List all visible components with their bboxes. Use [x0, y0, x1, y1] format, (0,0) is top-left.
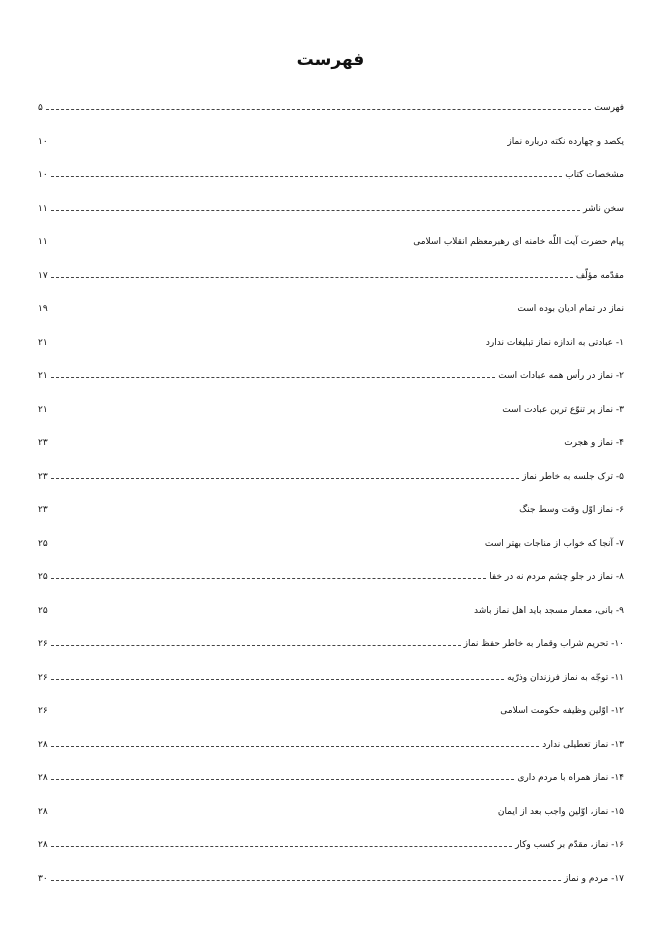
toc-entry-page-number: ۱۰ — [38, 170, 48, 181]
toc-entry[interactable] — [38, 394, 624, 428]
toc-entry-page-number: ۲۱ — [38, 371, 48, 382]
toc-leader-line — [51, 880, 561, 881]
toc-entry-page-number: ۱۷ — [38, 270, 48, 281]
toc-entry-label: ۵- ترک جلسه به خاطر نماز — [522, 471, 624, 482]
toc-entry-label: ۱۳- نماز تعطیلی ندارد — [542, 739, 624, 750]
toc-entry[interactable] — [38, 92, 624, 126]
toc-entry[interactable] — [38, 695, 624, 729]
toc-entry[interactable] — [38, 293, 624, 327]
toc-entry-label: ۱۷- مردم و نماز — [563, 873, 624, 884]
toc-entry-label: ۳- نماز پر تنوّع ترین عبادت است — [502, 404, 624, 415]
toc-leader-line — [51, 176, 563, 177]
toc-entry-page-number: ۲۱ — [38, 404, 48, 415]
toc-entry[interactable] — [38, 427, 624, 461]
toc-entry[interactable] — [38, 762, 624, 796]
toc-entry-label: ۱۶- نماز، مقدّم بر کسب وکار — [515, 840, 624, 851]
toc-entry-label: ۱۴- نماز همراه با مردم داری — [517, 773, 624, 784]
toc-entry[interactable] — [38, 528, 624, 562]
toc-leader-line — [51, 645, 461, 646]
toc-leader-line — [51, 377, 496, 378]
toc-entry-page-number: ۲۵ — [38, 605, 48, 616]
toc-entry-label: سخن ناشر — [583, 203, 624, 214]
toc-entry[interactable] — [38, 226, 624, 260]
toc-entry-label: ۲- نماز در رأس همه عبادات است — [498, 371, 624, 382]
toc-entry-label: ۹- بانی، معمار مسجد باید اهل نماز باشد — [474, 605, 624, 616]
toc-entry-label: ۶- نماز اوّل وقت وسط جنگ — [519, 505, 624, 516]
toc-entry-page-number: ۲۸ — [38, 773, 48, 784]
toc-entry-label: ۱- عبادتی به اندازه نماز تبلیغات ندارد — [485, 337, 624, 348]
toc-entry-label: ۷- آنجا که خواب از مناجات بهتر است — [484, 538, 624, 549]
toc-entry[interactable] — [38, 561, 624, 595]
toc-entry-label: مشخصات کتاب — [565, 170, 624, 181]
toc-entry-label: مقدّمه مؤلّف — [575, 270, 624, 281]
toc-entry-label: یکصد و چهارده نکته درباره نماز — [507, 136, 624, 147]
toc-entry-page-number: ۲۸ — [38, 739, 48, 750]
toc-entry-page-number: ۳۰ — [38, 873, 48, 884]
toc-leader-line — [51, 210, 581, 211]
toc-leader-line — [51, 846, 512, 847]
toc-entry-label: ۸- نماز در جلو چشم مردم نه در خفا — [489, 572, 624, 583]
toc-entry[interactable] — [38, 628, 624, 662]
toc-entry-label: پیام حضرت آیت اللّه خامنه ای رهبرمعظم انقلاب اسلامی — [413, 237, 624, 248]
toc-leader-line — [51, 578, 487, 579]
toc-entry-label: ۱۱- توجّه به نماز فرزندان وذرّیه — [507, 672, 624, 683]
toc-entry[interactable] — [38, 193, 624, 227]
page-title: فهرست — [296, 50, 365, 70]
toc-entry-label: ۱۵- نماز، اوّلین واجب بعد از ایمان — [497, 806, 624, 817]
toc-entry-page-number: ۲۶ — [38, 639, 48, 650]
toc-entry[interactable] — [38, 729, 624, 763]
toc-leader-line — [46, 109, 591, 110]
toc-entry-page-number: ۲۵ — [38, 538, 48, 549]
toc-entry[interactable] — [38, 796, 624, 830]
toc-entry-page-number: ۲۶ — [38, 672, 48, 683]
toc-entry-page-number: ۲۸ — [38, 840, 48, 851]
toc-entry-page-number: ۲۱ — [38, 337, 48, 348]
toc-entry-page-number: ۲۳ — [38, 438, 48, 449]
toc-entry-page-number: ۲۶ — [38, 706, 48, 717]
toc-leader-line — [51, 679, 504, 680]
toc-entry-page-number: ۱۰ — [38, 136, 48, 147]
toc-entry-label: ۱۲- اوّلین وظیفه حکومت اسلامی — [500, 706, 624, 717]
toc-entry-page-number: ۲۵ — [38, 572, 48, 583]
toc-entry-page-number: ۲۳ — [38, 471, 48, 482]
toc-entry[interactable] — [38, 829, 624, 863]
toc-list — [38, 92, 624, 896]
toc-entry-page-number: ۱۹ — [38, 304, 48, 315]
toc-entry[interactable] — [38, 863, 624, 897]
toc-entry[interactable] — [38, 595, 624, 629]
toc-entry[interactable] — [38, 461, 624, 495]
toc-entry[interactable] — [38, 260, 624, 294]
toc-entry[interactable] — [38, 360, 624, 394]
toc-entry[interactable] — [38, 662, 624, 696]
toc-entry-label: نماز در تمام ادیان بوده است — [517, 304, 624, 315]
toc-entry-page-number: ۲۳ — [38, 505, 48, 516]
toc-entry-page-number: ۱۱ — [38, 237, 48, 248]
toc-leader-line — [51, 779, 515, 780]
toc-leader-line — [51, 478, 519, 479]
toc-entry-page-number: ۵ — [38, 103, 43, 114]
toc-entry[interactable] — [38, 159, 624, 193]
toc-leader-line — [51, 277, 573, 278]
toc-entry-label: ۴- نماز و هجرت — [564, 438, 624, 449]
toc-entry-label: فهرست — [594, 103, 624, 114]
toc-entry[interactable] — [38, 494, 624, 528]
toc-entry-page-number: ۲۸ — [38, 806, 48, 817]
toc-entry[interactable] — [38, 126, 624, 160]
toc-entry-label: ۱۰- تحریم شراب وقمار به خاطر حفظ نماز — [463, 639, 624, 650]
toc-leader-line — [51, 746, 540, 747]
toc-entry-page-number: ۱۱ — [38, 203, 48, 214]
toc-entry[interactable] — [38, 327, 624, 361]
